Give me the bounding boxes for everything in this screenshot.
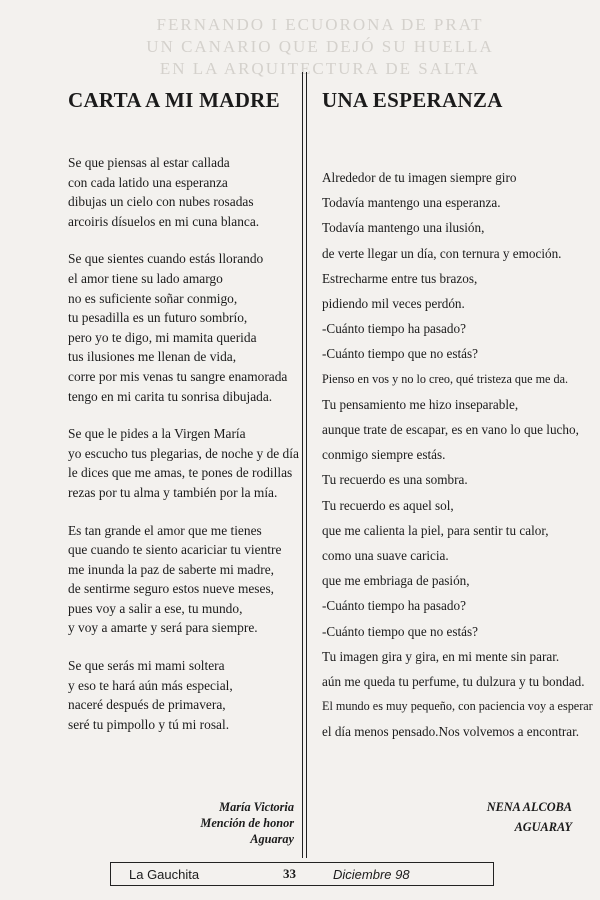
poem-line: de sentirme seguro estos nueve meses, xyxy=(68,581,275,597)
bleed-through-header xyxy=(60,14,580,80)
publication-name: La Gauchita xyxy=(129,866,200,882)
poem-line: Pienso en vos y no lo creo, qué tristeza que me da. xyxy=(322,371,569,386)
issue-date: Diciembre 98 xyxy=(333,866,410,882)
page-footer xyxy=(110,862,494,886)
poem-line: yo escucho tus plegarias, de noche y de día xyxy=(68,445,299,461)
left-distinction: Mención de honor xyxy=(200,816,294,830)
page-number: 33 xyxy=(283,866,296,881)
poem-line: conmigo siempre estás. xyxy=(322,447,446,463)
poem-line: Todavía mantengo una ilusión, xyxy=(322,220,485,236)
left-poem-body xyxy=(68,153,299,734)
poem-line: -Cuánto tiempo ha pasado? xyxy=(322,598,466,614)
poem-line: que cuando te siento acariciar tu vientre xyxy=(68,542,282,558)
stanza xyxy=(68,249,296,406)
stanza xyxy=(68,656,296,734)
poem-line: Todavía mantengo una esperanza. xyxy=(322,195,501,211)
bleed-line-3: EN LA ARQUITECTURA DE SALTA xyxy=(159,59,481,78)
poem-line: seré tu pimpollo y tú mi rosal. xyxy=(68,716,230,732)
poem-line: el día menos pensado.Nos volvemos a encontrar. xyxy=(322,724,580,740)
poem-line: Alrededor de tu imagen siempre giro xyxy=(322,170,517,185)
stanza xyxy=(68,521,296,639)
left-poem-title: CARTA A MI MADRE xyxy=(68,88,280,112)
poem-line: no es suficiente soñar conmigo, xyxy=(68,290,238,306)
poem-line: rezas por tu alma y también por la mía. xyxy=(68,484,278,500)
poem-line: Tu imagen gira y gira, en mi mente sin parar. xyxy=(322,648,560,664)
right-location: AGUARAY xyxy=(514,820,572,834)
column-divider xyxy=(302,72,307,858)
poem-line: arcoiris dísuelos en mi cuna blanca. xyxy=(68,213,260,229)
poem-line: tu pesadilla es un futuro sombrío, xyxy=(68,310,248,326)
poem-line: Es tan grande el amor que me tienes xyxy=(68,522,262,538)
left-location: Aguaray xyxy=(250,832,294,846)
poem-line: El mundo es muy pequeño, con paciencia voy a esperar xyxy=(322,699,593,714)
poem-line: pues voy a salir a ese, tu mundo, xyxy=(68,600,243,616)
poem-line: me inunda la paz de saberte mi madre, xyxy=(68,561,274,577)
poem-line: el amor tiene su lado amargo xyxy=(68,270,223,286)
poem-line: -Cuánto tiempo que no estás? xyxy=(322,346,479,362)
poem-line: de verte llegar un día, con ternura y emoción. xyxy=(322,245,562,261)
poem-line: Se que sientes cuando estás llorando xyxy=(68,251,264,267)
poem-line: tengo en mi carita tu sonrisa dibujada. xyxy=(68,388,273,404)
poem-line: dibujas un cielo con nubes rosadas xyxy=(68,194,254,210)
poem-line: Estrecharme entre tus brazos, xyxy=(322,270,478,286)
poem-line: pero yo te digo, mi mamita querida xyxy=(68,329,257,345)
poem-line: pidiendo mil veces perdón. xyxy=(322,296,465,312)
poem-line: aún me queda tu perfume, tu dulzura y tu bondad. xyxy=(322,674,585,690)
poem-line: que me embriaga de pasión, xyxy=(322,573,470,589)
poem-line: -Cuánto tiempo ha pasado? xyxy=(322,321,466,337)
left-poem xyxy=(68,88,299,752)
poem-line: corre por mis venas tu sangre enamorada xyxy=(68,368,288,384)
stanza xyxy=(68,424,299,502)
poem-line: Tu recuerdo es aquel sol, xyxy=(322,497,454,513)
right-poem xyxy=(322,88,593,745)
poem-line: y voy a amarte y será para siempre. xyxy=(68,620,258,636)
poem-line: naceré después de primavera, xyxy=(68,697,226,713)
poem-line: Se que serás mi mami soltera xyxy=(68,658,225,674)
poem-line: le dices que me amas, te pones de rodillas xyxy=(68,465,293,481)
poem-line: con cada latido una esperanza xyxy=(68,174,228,190)
poem-line: aunque trate de escapar, es en vano lo que lucho, xyxy=(322,422,579,438)
right-poem-title: UNA ESPERANZA xyxy=(322,88,503,112)
poem-line: Se que le pides a la Virgen María xyxy=(68,426,246,442)
poem-line: -Cuánto tiempo que no estás? xyxy=(322,623,479,639)
poem-line: y eso te hará aún más especial, xyxy=(68,677,233,693)
left-poem-signature xyxy=(100,799,294,847)
poem-line: Tu pensamiento me hizo inseparable, xyxy=(322,396,519,412)
poem-line: como una suave caricia. xyxy=(322,548,449,564)
bleed-line-2: UN CANARIO QUE DEJÓ SU HUELLA xyxy=(146,37,494,56)
right-poem-body xyxy=(322,165,593,745)
poem-line: Se que piensas al estar callada xyxy=(68,155,230,170)
bleed-line-1: FERNANDO I ECUORONA DE PRAT xyxy=(156,15,484,34)
poem-line: tus ilusiones me llenan de vida, xyxy=(68,349,237,365)
stanza xyxy=(68,153,296,231)
right-author: NENA ALCOBA xyxy=(486,800,572,814)
poem-line: que me calienta la piel, para sentir tu calor, xyxy=(322,522,549,538)
right-poem-signature xyxy=(400,797,572,837)
poem-line: Tu recuerdo es una sombra. xyxy=(322,472,468,488)
left-author: María Victoria xyxy=(219,800,294,814)
